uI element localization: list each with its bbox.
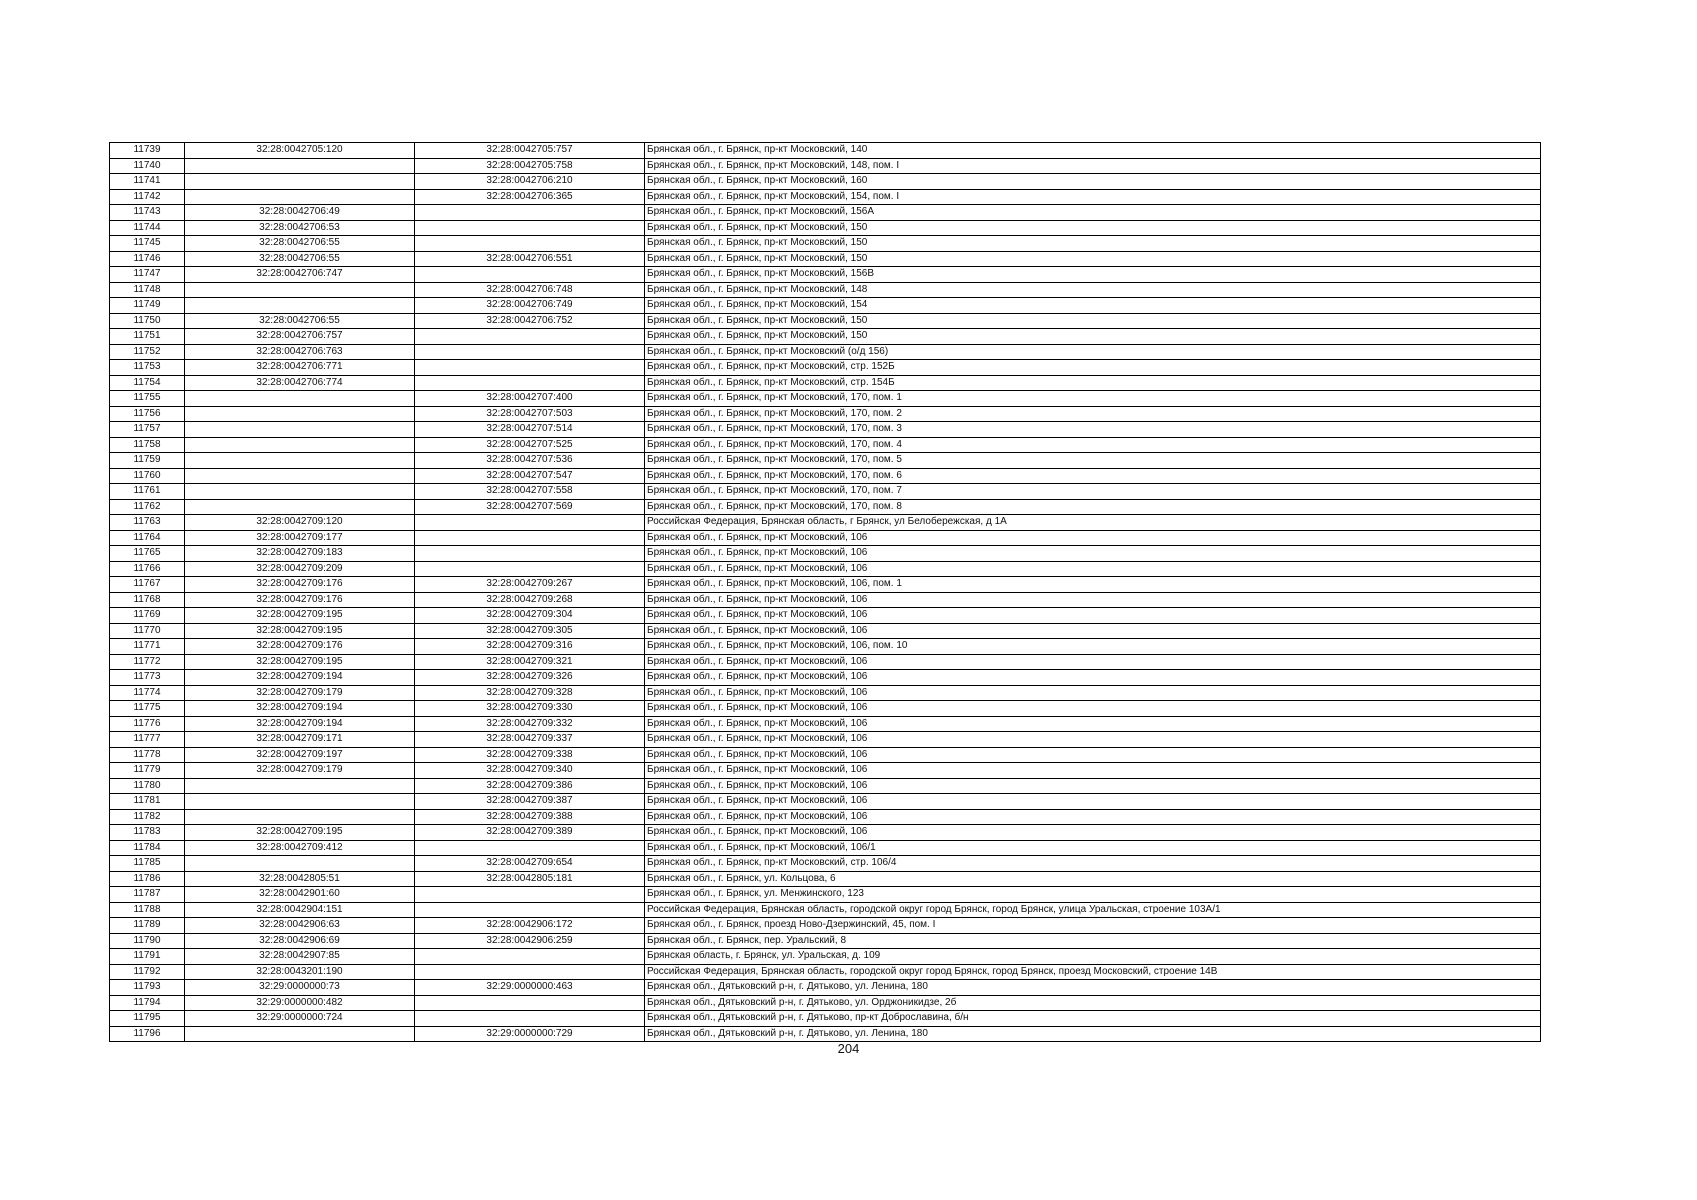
- building-cadastral-number-cell: [415, 949, 645, 965]
- table-row: [110, 406, 1541, 422]
- table-row: [110, 592, 1541, 608]
- parcel-cadastral-number-cell: [185, 422, 415, 438]
- address-cell: Брянская обл., г. Брянск, пр-кт Московский, 106: [645, 778, 1541, 794]
- table-row: [110, 608, 1541, 624]
- parcel-cadastral-number-cell: [185, 158, 415, 174]
- building-cadastral-number-cell: 32:28:0042805:181: [415, 871, 645, 887]
- building-cadastral-number-cell: [415, 887, 645, 903]
- parcel-cadastral-number-cell: 32:28:0042906:69: [185, 933, 415, 949]
- row-number-cell: 11749: [110, 298, 185, 314]
- row-number-cell: 11762: [110, 499, 185, 515]
- parcel-cadastral-number-cell: 32:28:0042709:176: [185, 592, 415, 608]
- building-cadastral-number-cell: 32:28:0042709:326: [415, 670, 645, 686]
- building-cadastral-number-cell: 32:28:0042706:749: [415, 298, 645, 314]
- row-number-cell: 11750: [110, 313, 185, 329]
- row-number-cell: 11761: [110, 484, 185, 500]
- table-row: [110, 143, 1541, 159]
- row-number-cell: 11792: [110, 964, 185, 980]
- table-row: [110, 220, 1541, 236]
- parcel-cadastral-number-cell: [185, 453, 415, 469]
- table-row: [110, 344, 1541, 360]
- row-number-cell: 11779: [110, 763, 185, 779]
- row-number-cell: 11745: [110, 236, 185, 252]
- table-row: [110, 174, 1541, 190]
- building-cadastral-number-cell: [415, 902, 645, 918]
- registry-table: [109, 142, 1541, 1042]
- address-cell: Брянская обл., г. Брянск, пр-кт Московский, 106: [645, 623, 1541, 639]
- address-cell: Брянская обл., г. Брянск, пр-кт Московский, 106: [645, 670, 1541, 686]
- address-cell: Брянская обл., Дятьковский р-н, г. Дятьково, ул. Ленина, 180: [645, 980, 1541, 996]
- row-number-cell: 11755: [110, 391, 185, 407]
- table-row: [110, 763, 1541, 779]
- address-cell: Брянская обл., г. Брянск, пр-кт Московский, 106: [645, 546, 1541, 562]
- building-cadastral-number-cell: 32:28:0042709:388: [415, 809, 645, 825]
- address-cell: Брянская обл., г. Брянск, пр-кт Московский, 106: [645, 825, 1541, 841]
- table-row: [110, 716, 1541, 732]
- parcel-cadastral-number-cell: 32:28:0042709:176: [185, 577, 415, 593]
- row-number-cell: 11789: [110, 918, 185, 934]
- address-cell: Брянская обл., г. Брянск, пр-кт Московский, 148, пом. I: [645, 158, 1541, 174]
- address-cell: Брянская обл., г. Брянск, пр-кт Московский, 106: [645, 530, 1541, 546]
- address-cell: Брянская обл., г. Брянск, проезд Ново-Дзержинский, 45, пом. I: [645, 918, 1541, 934]
- building-cadastral-number-cell: 32:28:0042707:547: [415, 468, 645, 484]
- address-cell: Брянская обл., Дятьковский р-н, г. Дятьково, ул. Ленина, 180: [645, 1026, 1541, 1042]
- building-cadastral-number-cell: 32:28:0042906:259: [415, 933, 645, 949]
- parcel-cadastral-number-cell: 32:28:0042709:194: [185, 701, 415, 717]
- address-cell: Брянская обл., г. Брянск, пр-кт Московский, 170, пом. 1: [645, 391, 1541, 407]
- building-cadastral-number-cell: 32:28:0042906:172: [415, 918, 645, 934]
- address-cell: Брянская обл., г. Брянск, пр-кт Московский, 106: [645, 654, 1541, 670]
- building-cadastral-number-cell: 32:28:0042709:305: [415, 623, 645, 639]
- table-row: [110, 561, 1541, 577]
- parcel-cadastral-number-cell: 32:28:0042706:747: [185, 267, 415, 283]
- address-cell: Брянская обл., г. Брянск, пр-кт Московский, стр. 106/4: [645, 856, 1541, 872]
- row-number-cell: 11741: [110, 174, 185, 190]
- table-row: [110, 871, 1541, 887]
- table-row: [110, 360, 1541, 376]
- table-row: [110, 453, 1541, 469]
- row-number-cell: 11771: [110, 639, 185, 655]
- parcel-cadastral-number-cell: [185, 174, 415, 190]
- address-cell: Брянская область, г. Брянск, ул. Уральская, д. 109: [645, 949, 1541, 965]
- parcel-cadastral-number-cell: 32:28:0042706:757: [185, 329, 415, 345]
- parcel-cadastral-number-cell: [185, 1026, 415, 1042]
- table-row: [110, 391, 1541, 407]
- address-cell: Брянская обл., г. Брянск, пр-кт Московский, 106: [645, 794, 1541, 810]
- parcel-cadastral-number-cell: 32:28:0042709:177: [185, 530, 415, 546]
- address-cell: Брянская обл., г. Брянск, пр-кт Московский, 150: [645, 329, 1541, 345]
- building-cadastral-number-cell: 32:28:0042709:337: [415, 732, 645, 748]
- row-number-cell: 11777: [110, 732, 185, 748]
- building-cadastral-number-cell: 32:28:0042706:210: [415, 174, 645, 190]
- address-cell: Брянская обл., г. Брянск, пр-кт Московский, 106: [645, 809, 1541, 825]
- table-row: [110, 902, 1541, 918]
- parcel-cadastral-number-cell: 32:28:0042706:55: [185, 313, 415, 329]
- building-cadastral-number-cell: 32:28:0042707:558: [415, 484, 645, 500]
- address-cell: Брянская обл., г. Брянск, пр-кт Московский, 150: [645, 236, 1541, 252]
- table-row: [110, 282, 1541, 298]
- parcel-cadastral-number-cell: 32:28:0042709:197: [185, 747, 415, 763]
- parcel-cadastral-number-cell: 32:29:0000000:73: [185, 980, 415, 996]
- table-row: [110, 840, 1541, 856]
- address-cell: Брянская обл., г. Брянск, пр-кт Московский, 154, пом. I: [645, 189, 1541, 205]
- row-number-cell: 11764: [110, 530, 185, 546]
- parcel-cadastral-number-cell: 32:28:0042709:194: [185, 670, 415, 686]
- row-number-cell: 11782: [110, 809, 185, 825]
- row-number-cell: 11751: [110, 329, 185, 345]
- parcel-cadastral-number-cell: 32:28:0042706:55: [185, 236, 415, 252]
- parcel-cadastral-number-cell: [185, 437, 415, 453]
- row-number-cell: 11786: [110, 871, 185, 887]
- parcel-cadastral-number-cell: 32:28:0042706:763: [185, 344, 415, 360]
- parcel-cadastral-number-cell: 32:28:0042906:63: [185, 918, 415, 934]
- building-cadastral-number-cell: [415, 329, 645, 345]
- address-cell: Брянская обл., г. Брянск, пр-кт Московский, 150: [645, 220, 1541, 236]
- parcel-cadastral-number-cell: 32:28:0042709:171: [185, 732, 415, 748]
- address-cell: Брянская обл., г. Брянск, пр-кт Московский, 106: [645, 732, 1541, 748]
- building-cadastral-number-cell: [415, 840, 645, 856]
- table-row: [110, 329, 1541, 345]
- table-row: [110, 747, 1541, 763]
- row-number-cell: 11773: [110, 670, 185, 686]
- building-cadastral-number-cell: [415, 964, 645, 980]
- building-cadastral-number-cell: 32:28:0042705:757: [415, 143, 645, 159]
- building-cadastral-number-cell: 32:28:0042709:386: [415, 778, 645, 794]
- building-cadastral-number-cell: 32:29:0000000:729: [415, 1026, 645, 1042]
- address-cell: Брянская обл., г. Брянск, пр-кт Московский, 106: [645, 685, 1541, 701]
- row-number-cell: 11765: [110, 546, 185, 562]
- row-number-cell: 11772: [110, 654, 185, 670]
- parcel-cadastral-number-cell: [185, 484, 415, 500]
- address-cell: Брянская обл., г. Брянск, пр-кт Московский, 106: [645, 561, 1541, 577]
- address-cell: Брянская обл., г. Брянск, пр-кт Московский, 106: [645, 608, 1541, 624]
- row-number-cell: 11770: [110, 623, 185, 639]
- row-number-cell: 11748: [110, 282, 185, 298]
- parcel-cadastral-number-cell: 32:28:0042709:179: [185, 685, 415, 701]
- row-number-cell: 11774: [110, 685, 185, 701]
- table-row: [110, 236, 1541, 252]
- address-cell: Брянская обл., г. Брянск, пр-кт Московский, 150: [645, 251, 1541, 267]
- row-number-cell: 11788: [110, 902, 185, 918]
- parcel-cadastral-number-cell: 32:28:0042709:412: [185, 840, 415, 856]
- table-row: [110, 499, 1541, 515]
- row-number-cell: 11752: [110, 344, 185, 360]
- address-cell: Брянская обл., г. Брянск, пр-кт Московский, 148: [645, 282, 1541, 298]
- table-row: [110, 267, 1541, 283]
- address-cell: Брянская обл., г. Брянск, пр-кт Московский, 170, пом. 5: [645, 453, 1541, 469]
- parcel-cadastral-number-cell: [185, 794, 415, 810]
- table-row: [110, 1011, 1541, 1027]
- row-number-cell: 11747: [110, 267, 185, 283]
- parcel-cadastral-number-cell: 32:28:0042709:176: [185, 639, 415, 655]
- table-row: [110, 205, 1541, 221]
- row-number-cell: 11783: [110, 825, 185, 841]
- address-cell: Брянская обл., г. Брянск, пр-кт Московский, 106, пом. 1: [645, 577, 1541, 593]
- parcel-cadastral-number-cell: 32:29:0000000:482: [185, 995, 415, 1011]
- table-row: [110, 158, 1541, 174]
- building-cadastral-number-cell: [415, 220, 645, 236]
- address-cell: Брянская обл., г. Брянск, пр-кт Московский, стр. 154Б: [645, 375, 1541, 391]
- table-row: [110, 995, 1541, 1011]
- row-number-cell: 11780: [110, 778, 185, 794]
- table-row: [110, 298, 1541, 314]
- address-cell: Брянская обл., г. Брянск, пр-кт Московский, 106, пом. 10: [645, 639, 1541, 655]
- page-number: 204: [837, 1041, 860, 1056]
- table-row: [110, 887, 1541, 903]
- parcel-cadastral-number-cell: [185, 406, 415, 422]
- table-row: [110, 484, 1541, 500]
- table-row: [110, 251, 1541, 267]
- table-row: [110, 778, 1541, 794]
- parcel-cadastral-number-cell: [185, 391, 415, 407]
- row-number-cell: 11794: [110, 995, 185, 1011]
- table-row: [110, 422, 1541, 438]
- table-row: [110, 933, 1541, 949]
- table-row: [110, 530, 1541, 546]
- building-cadastral-number-cell: [415, 530, 645, 546]
- address-cell: Брянская обл., г. Брянск, ул. Кольцова, 6: [645, 871, 1541, 887]
- parcel-cadastral-number-cell: 32:28:0042805:51: [185, 871, 415, 887]
- table-row: [110, 794, 1541, 810]
- parcel-cadastral-number-cell: 32:28:0042706:774: [185, 375, 415, 391]
- parcel-cadastral-number-cell: [185, 468, 415, 484]
- row-number-cell: 11781: [110, 794, 185, 810]
- table-row: [110, 437, 1541, 453]
- parcel-cadastral-number-cell: 32:28:0042709:195: [185, 623, 415, 639]
- table-row: [110, 670, 1541, 686]
- address-cell: Брянская обл., г. Брянск, пр-кт Московский, стр. 152Б: [645, 360, 1541, 376]
- table-row: [110, 732, 1541, 748]
- parcel-cadastral-number-cell: [185, 499, 415, 515]
- table-row: [110, 825, 1541, 841]
- parcel-cadastral-number-cell: 32:28:0042706:771: [185, 360, 415, 376]
- building-cadastral-number-cell: 32:28:0042709:321: [415, 654, 645, 670]
- address-cell: Брянская обл., г. Брянск, пр-кт Московский, 106: [645, 716, 1541, 732]
- row-number-cell: 11742: [110, 189, 185, 205]
- parcel-cadastral-number-cell: 32:28:0042709:195: [185, 825, 415, 841]
- address-cell: Брянская обл., г. Брянск, пр-кт Московский, 106: [645, 592, 1541, 608]
- building-cadastral-number-cell: 32:28:0042709:332: [415, 716, 645, 732]
- row-number-cell: 11739: [110, 143, 185, 159]
- address-cell: Брянская обл., г. Брянск, пр-кт Московский, 170, пом. 2: [645, 406, 1541, 422]
- building-cadastral-number-cell: [415, 561, 645, 577]
- row-number-cell: 11787: [110, 887, 185, 903]
- parcel-cadastral-number-cell: 32:28:0043201:190: [185, 964, 415, 980]
- row-number-cell: 11796: [110, 1026, 185, 1042]
- row-number-cell: 11753: [110, 360, 185, 376]
- building-cadastral-number-cell: 32:28:0042706:551: [415, 251, 645, 267]
- building-cadastral-number-cell: 32:28:0042709:338: [415, 747, 645, 763]
- building-cadastral-number-cell: 32:28:0042709:267: [415, 577, 645, 593]
- row-number-cell: 11795: [110, 1011, 185, 1027]
- address-cell: Брянская обл., г. Брянск, ул. Менжинского, 123: [645, 887, 1541, 903]
- parcel-cadastral-number-cell: 32:28:0042706:53: [185, 220, 415, 236]
- row-number-cell: 11778: [110, 747, 185, 763]
- building-cadastral-number-cell: 32:28:0042707:569: [415, 499, 645, 515]
- address-cell: Брянская обл., Дятьковский р-н, г. Дятьково, пр-кт Доброславина, б/н: [645, 1011, 1541, 1027]
- building-cadastral-number-cell: 32:28:0042709:316: [415, 639, 645, 655]
- building-cadastral-number-cell: 32:28:0042706:748: [415, 282, 645, 298]
- parcel-cadastral-number-cell: [185, 809, 415, 825]
- address-cell: Брянская обл., г. Брянск, пр-кт Московский, 106: [645, 701, 1541, 717]
- table-row: [110, 964, 1541, 980]
- table-row: [110, 639, 1541, 655]
- table-row: [110, 949, 1541, 965]
- building-cadastral-number-cell: 32:28:0042709:340: [415, 763, 645, 779]
- row-number-cell: 11785: [110, 856, 185, 872]
- row-number-cell: 11769: [110, 608, 185, 624]
- table-body: [110, 143, 1541, 1042]
- row-number-cell: 11766: [110, 561, 185, 577]
- table-row: [110, 546, 1541, 562]
- address-cell: Российская Федерация, Брянская область, г Брянск, ул Белобережская, д 1А: [645, 515, 1541, 531]
- address-cell: Брянская обл., г. Брянск, пр-кт Московский, 170, пом. 7: [645, 484, 1541, 500]
- building-cadastral-number-cell: 32:28:0042709:389: [415, 825, 645, 841]
- table-row: [110, 654, 1541, 670]
- building-cadastral-number-cell: 32:28:0042707:525: [415, 437, 645, 453]
- address-cell: Брянская обл., г. Брянск, пр-кт Московский, 140: [645, 143, 1541, 159]
- building-cadastral-number-cell: 32:28:0042709:387: [415, 794, 645, 810]
- parcel-cadastral-number-cell: [185, 189, 415, 205]
- building-cadastral-number-cell: [415, 267, 645, 283]
- building-cadastral-number-cell: [415, 344, 645, 360]
- table-row: [110, 856, 1541, 872]
- address-cell: Брянская обл., г. Брянск, пр-кт Московский, 106: [645, 763, 1541, 779]
- row-number-cell: 11775: [110, 701, 185, 717]
- table-row: [110, 685, 1541, 701]
- parcel-cadastral-number-cell: 32:28:0042705:120: [185, 143, 415, 159]
- row-number-cell: 11763: [110, 515, 185, 531]
- row-number-cell: 11784: [110, 840, 185, 856]
- row-number-cell: 11757: [110, 422, 185, 438]
- address-cell: Брянская обл., г. Брянск, пр-кт Московский, 160: [645, 174, 1541, 190]
- table-row: [110, 809, 1541, 825]
- building-cadastral-number-cell: 32:28:0042706:365: [415, 189, 645, 205]
- building-cadastral-number-cell: [415, 360, 645, 376]
- address-cell: Брянская обл., г. Брянск, пер. Уральский, 8: [645, 933, 1541, 949]
- parcel-cadastral-number-cell: [185, 778, 415, 794]
- table-row: [110, 701, 1541, 717]
- parcel-cadastral-number-cell: 32:28:0042706:55: [185, 251, 415, 267]
- row-number-cell: 11756: [110, 406, 185, 422]
- building-cadastral-number-cell: 32:29:0000000:463: [415, 980, 645, 996]
- table-row: [110, 515, 1541, 531]
- row-number-cell: 11744: [110, 220, 185, 236]
- address-cell: Брянская обл., г. Брянск, пр-кт Московский, 106/1: [645, 840, 1541, 856]
- address-cell: Брянская обл., г. Брянск, пр-кт Московский, 170, пом. 3: [645, 422, 1541, 438]
- row-number-cell: 11759: [110, 453, 185, 469]
- parcel-cadastral-number-cell: [185, 856, 415, 872]
- building-cadastral-number-cell: 32:28:0042707:400: [415, 391, 645, 407]
- parcel-cadastral-number-cell: [185, 298, 415, 314]
- address-cell: Брянская обл., Дятьковский р-н, г. Дятьково, ул. Орджоникидзе, 2б: [645, 995, 1541, 1011]
- row-number-cell: 11746: [110, 251, 185, 267]
- building-cadastral-number-cell: 32:28:0042709:654: [415, 856, 645, 872]
- building-cadastral-number-cell: [415, 205, 645, 221]
- building-cadastral-number-cell: 32:28:0042709:328: [415, 685, 645, 701]
- row-number-cell: 11754: [110, 375, 185, 391]
- parcel-cadastral-number-cell: 32:28:0042907:85: [185, 949, 415, 965]
- table-row: [110, 468, 1541, 484]
- row-number-cell: 11790: [110, 933, 185, 949]
- parcel-cadastral-number-cell: 32:28:0042901:60: [185, 887, 415, 903]
- building-cadastral-number-cell: 32:28:0042709:304: [415, 608, 645, 624]
- table-row: [110, 1026, 1541, 1042]
- address-cell: Брянская обл., г. Брянск, пр-кт Московский, 170, пом. 8: [645, 499, 1541, 515]
- building-cadastral-number-cell: [415, 375, 645, 391]
- building-cadastral-number-cell: [415, 546, 645, 562]
- parcel-cadastral-number-cell: 32:28:0042709:195: [185, 608, 415, 624]
- address-cell: Брянская обл., г. Брянск, пр-кт Московский, 150: [645, 313, 1541, 329]
- row-number-cell: 11793: [110, 980, 185, 996]
- table-row: [110, 313, 1541, 329]
- parcel-cadastral-number-cell: 32:28:0042709:183: [185, 546, 415, 562]
- parcel-cadastral-number-cell: 32:28:0042709:195: [185, 654, 415, 670]
- table-row: [110, 577, 1541, 593]
- building-cadastral-number-cell: [415, 1011, 645, 1027]
- address-cell: Брянская обл., г. Брянск, пр-кт Московский, 170, пом. 6: [645, 468, 1541, 484]
- address-cell: Российская Федерация, Брянская область, городской округ город Брянск, город Брянск, улица Уральская, строение 103А/1: [645, 902, 1541, 918]
- building-cadastral-number-cell: 32:28:0042709:268: [415, 592, 645, 608]
- parcel-cadastral-number-cell: [185, 282, 415, 298]
- building-cadastral-number-cell: [415, 515, 645, 531]
- address-cell: Брянская обл., г. Брянск, пр-кт Московский (о/д 156): [645, 344, 1541, 360]
- table-row: [110, 980, 1541, 996]
- parcel-cadastral-number-cell: 32:29:0000000:724: [185, 1011, 415, 1027]
- row-number-cell: 11760: [110, 468, 185, 484]
- parcel-cadastral-number-cell: 32:28:0042709:209: [185, 561, 415, 577]
- parcel-cadastral-number-cell: 32:28:0042709:179: [185, 763, 415, 779]
- table-row: [110, 623, 1541, 639]
- row-number-cell: 11767: [110, 577, 185, 593]
- row-number-cell: 11776: [110, 716, 185, 732]
- address-cell: Брянская обл., г. Брянск, пр-кт Московский, 156А: [645, 205, 1541, 221]
- table-row: [110, 189, 1541, 205]
- building-cadastral-number-cell: 32:28:0042707:536: [415, 453, 645, 469]
- row-number-cell: 11758: [110, 437, 185, 453]
- building-cadastral-number-cell: 32:28:0042705:758: [415, 158, 645, 174]
- row-number-cell: 11740: [110, 158, 185, 174]
- building-cadastral-number-cell: 32:28:0042707:514: [415, 422, 645, 438]
- address-cell: Брянская обл., г. Брянск, пр-кт Московский, 170, пом. 4: [645, 437, 1541, 453]
- address-cell: Брянская обл., г. Брянск, пр-кт Московский, 154: [645, 298, 1541, 314]
- parcel-cadastral-number-cell: 32:28:0042904:151: [185, 902, 415, 918]
- building-cadastral-number-cell: 32:28:0042707:503: [415, 406, 645, 422]
- building-cadastral-number-cell: 32:28:0042706:752: [415, 313, 645, 329]
- row-number-cell: 11768: [110, 592, 185, 608]
- building-cadastral-number-cell: [415, 236, 645, 252]
- address-cell: Брянская обл., г. Брянск, пр-кт Московский, 156В: [645, 267, 1541, 283]
- parcel-cadastral-number-cell: 32:28:0042709:194: [185, 716, 415, 732]
- row-number-cell: 11791: [110, 949, 185, 965]
- table-row: [110, 375, 1541, 391]
- building-cadastral-number-cell: [415, 995, 645, 1011]
- parcel-cadastral-number-cell: 32:28:0042706:49: [185, 205, 415, 221]
- address-cell: Брянская обл., г. Брянск, пр-кт Московский, 106: [645, 747, 1541, 763]
- table-row: [110, 918, 1541, 934]
- address-cell: Российская Федерация, Брянская область, городской округ город Брянск, город Брянск, проезд Московский, строение 14В: [645, 964, 1541, 980]
- building-cadastral-number-cell: 32:28:0042709:330: [415, 701, 645, 717]
- parcel-cadastral-number-cell: 32:28:0042709:120: [185, 515, 415, 531]
- row-number-cell: 11743: [110, 205, 185, 221]
